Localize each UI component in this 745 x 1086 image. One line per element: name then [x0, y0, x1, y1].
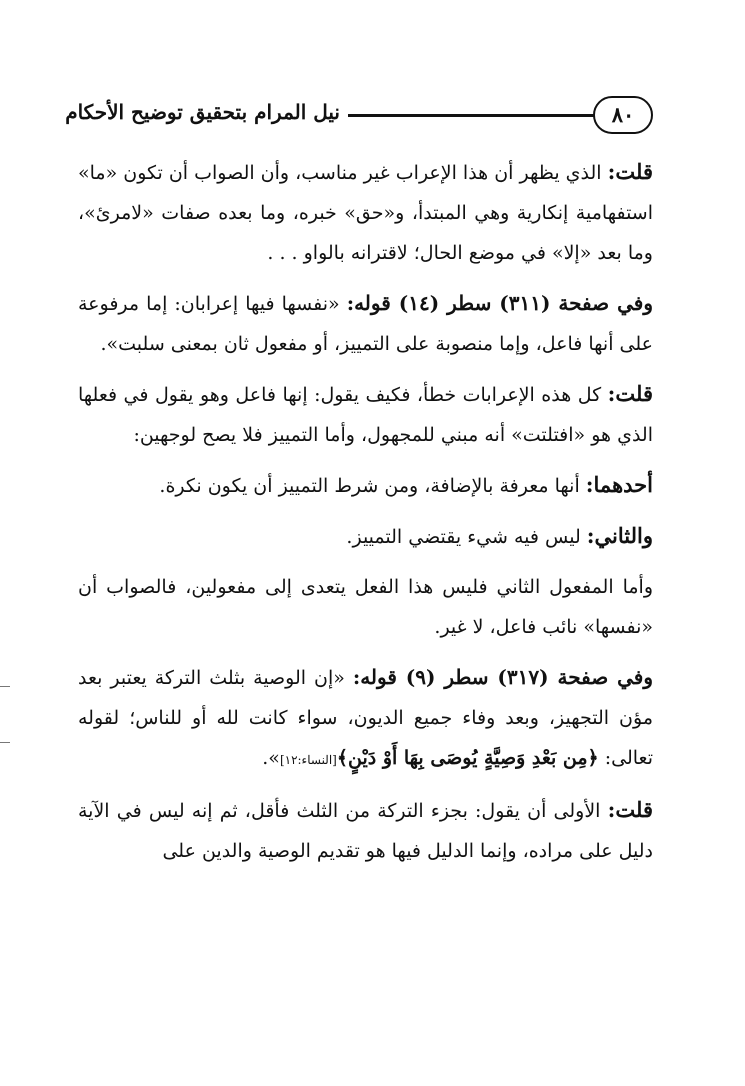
quran-verse: ﴿مِن بَعْدِ وَصِيَّةٍ يُوصَى بِهَا أَوْ دَيْنٍ﴾: [336, 747, 599, 769]
paragraph-5: [78, 516, 653, 557]
verse-citation: [النساء:١٢]: [279, 753, 337, 767]
quote-close: ».: [262, 747, 280, 769]
page-reference: وفي صفحة (٣١١) سطر (١٤) قوله:: [346, 291, 653, 315]
paragraph-keyword: قلت:: [607, 159, 653, 184]
paragraph-4: [78, 465, 653, 506]
paragraph-7: [78, 657, 653, 780]
paragraph-8: [78, 790, 653, 871]
page-number-badge: ٨٠: [593, 96, 653, 134]
paragraph-6: [78, 567, 653, 647]
margin-mark: [0, 742, 10, 743]
margin-mark: [0, 686, 10, 687]
paragraph-text: أنها معرفة بالإضافة، ومن شرط التمييز أن يكون نكرة.: [159, 475, 586, 497]
paragraph-keyword: أحدهما:: [585, 472, 653, 497]
page-body: [78, 152, 653, 881]
paragraph-3: [78, 374, 653, 455]
paragraph-text: الذي يظهر أن هذا الإعراب غير مناسب، وأن الصواب أن تكون «ما» استفهامية إنكارية وهي المبتدأ، و«حق» خبره، وما بعده صفات «لامرئ»، وما بعد «إلا» في موضع الحال؛ لاقترانه بالواو . . .: [78, 162, 653, 264]
paragraph-keyword: قلت:: [607, 797, 653, 822]
paragraph-2: [78, 283, 653, 364]
paragraph-text: «نفسها فيها إعرابان: إما مرفوعة على أنها فاعل، وإما منصوبة على التمييز، أو مفعول ثان بمعنى سلبت».: [78, 293, 653, 355]
paragraph-text: الأولى أن يقول: بجزء التركة من الثلث فأقل، ثم إنه ليس في الآية دليل على مراده، وإنما الدليل فيها هو تقديم الوصية والدين على: [78, 800, 653, 862]
paragraph-text: ليس فيه شيء يقتضي التمييز.: [346, 526, 587, 548]
paragraph-1: [78, 152, 653, 273]
page-reference: وفي صفحة (٣١٧) سطر (٩) قوله:: [352, 665, 653, 689]
book-title: نيل المرام بتحقيق توضيح الأحكام: [65, 100, 340, 124]
paragraph-text: كل هذه الإعرابات خطأ، فكيف يقول: إنها فاعل وهو يقول في فعلها الذي هو «افتلتت» أنه مبني للمجهول، وأما التمييز فلا يصح لوجهين:: [78, 384, 653, 446]
paragraph-keyword: قلت:: [607, 381, 653, 406]
paragraph-keyword: والثاني:: [586, 523, 653, 548]
paragraph-text: وأما المفعول الثاني فليس هذا الفعل يتعدى إلى مفعولين، فالصواب أن «نفسها» نائب فاعل، لا غير.: [78, 576, 653, 638]
header-rule: [348, 114, 595, 117]
page-header: [65, 96, 653, 136]
paragraph-text: «إن الوصية بثلث التركة يعتبر بعد مؤن التجهيز، وبعد وفاء جميع الديون، سواء كانت لله أو للناس؛ لقوله تعالى:: [78, 667, 653, 769]
